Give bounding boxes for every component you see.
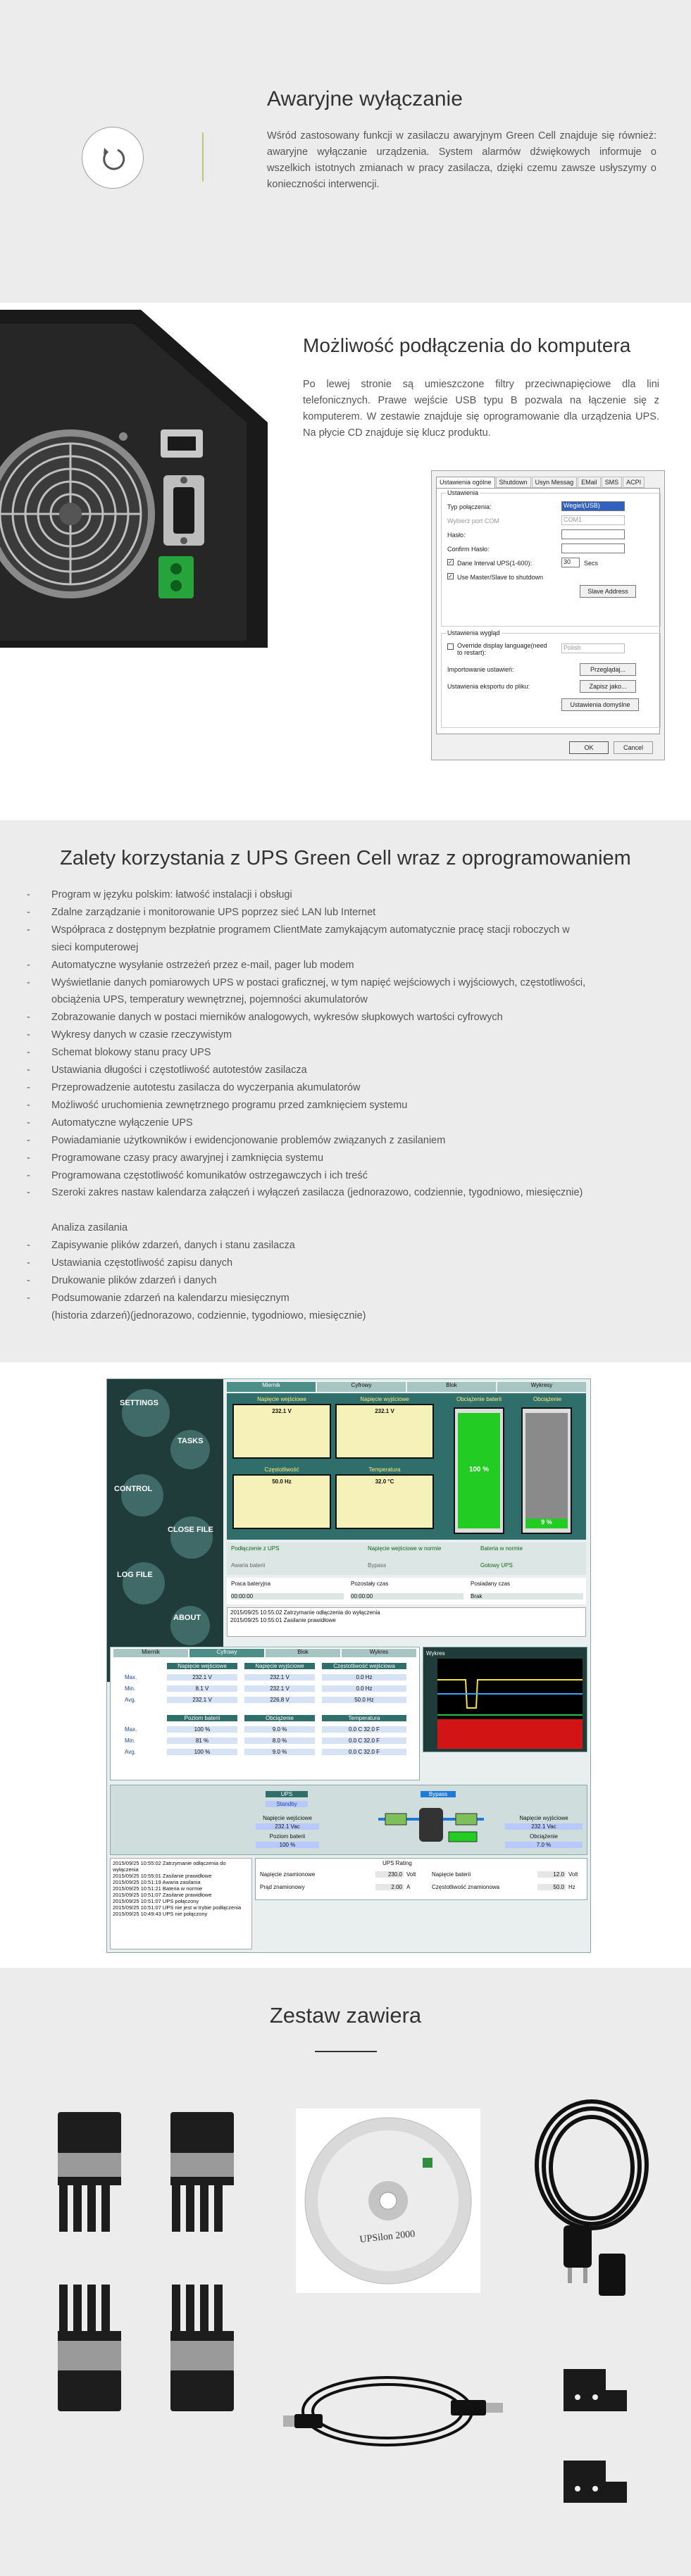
ups-software-window [106,1378,591,1953]
battery-voltage-unit: Volt [568,1871,578,1878]
group-appearance-title: Ustawienia wygląd [447,629,500,636]
cancel-button[interactable]: Cancel [614,741,653,754]
list-item-continuation: (historia zdarzeń)(jednorazowo, codziennie, tygodniowo, miesięcznie) [51,1309,366,1321]
import-label: Importowanie ustawień: [447,666,514,673]
ok-button[interactable]: OK [569,741,609,754]
section-computer-connection [0,303,691,820]
interval-checkbox[interactable]: ✓ [448,559,453,565]
tab-acpi[interactable]: ACPI [623,477,645,488]
digital-cell: 9.0 % [244,1749,315,1755]
list-item: - Możliwość uruchomienia zewnętrznego programu przed zamknięciem systemu [27,1097,661,1114]
dialog-panel [436,488,660,734]
gauge-face: 232.1 V [335,1404,434,1459]
gauge-face: 232.1 V [232,1404,331,1459]
kit-title-underline [315,2051,377,2052]
digital-row-label: Max. [125,1726,137,1733]
list-item: - Schemat blokowy stanu pracy UPS [27,1044,661,1062]
override-language-checkbox[interactable] [447,643,454,650]
battery-level-fill: 100 % [458,1413,500,1528]
gauge-input-voltage [232,1396,331,1464]
conn-type-select[interactable]: Wegiel(USB) [561,501,625,511]
battery-level-bar [454,1407,504,1534]
status-item: Podłączenie z UPS [231,1545,280,1552]
digital-cell: 232.1 V [167,1697,237,1703]
rack-brackets-image [44,2105,255,2260]
digital-cell: 81 % [167,1738,237,1744]
benefits-list [27,886,661,1325]
gauges-panel [227,1393,586,1540]
usb-cable-image [282,2362,507,2461]
menu-control[interactable]: CONTROL [114,1485,153,1493]
list-item: - Powiadamianie użytkowników i ewidencjonowanie problemów związanych z zasilaniem [27,1132,661,1150]
section-benefits [0,820,691,1362]
block-output-label: Napięcie wyjściowe [519,1815,568,1821]
info-label: Posiadany czas [471,1581,511,1587]
computer-text: Po lewej stronie są umieszczone filtry przeciwnapięciowe dla lini telefonicznych. Prawe wejście USB typu B pozwala na łączenie się z komputerem. W zestawie znajduje się oprogramowanie dla urządzenia UPS. Na płycie CD znajduje się klucz produktu. [303,379,659,439]
menu-log-file[interactable]: LOG FILE [117,1571,153,1579]
export-label: Ustawienia eksportu do pliku: [447,683,530,690]
digital-row-label: Avg. [125,1697,136,1703]
list-item: - Zobrazowanie danych w postaci mierników analogowych, wykresów słupkowych wartości cyfrowych [27,1009,661,1026]
rated-voltage-unit: Volt [406,1871,416,1878]
digital-header: Obciążenie [244,1715,315,1721]
rated-voltage-label: Napięcie znamionowe [260,1871,316,1878]
digital-cell: 0.0 Hz [322,1685,406,1692]
list-item: - Drukowanie plików zdarzeń i danych [27,1272,661,1290]
side-menu [107,1379,223,1682]
gauge-title: Napięcie wejściowe [257,1396,306,1402]
block-battery-label: Poziom baterii [269,1833,306,1840]
digital-cell: 9.0 % [244,1726,315,1733]
shutdown-text: Wśród zastosowany funkcji w zasilaczu awaryjnym Green Cell znajduje się również: awaryjne wyłączanie urządzenia. System alarmów dźwiękowych informuje o wszelkich istotnych zmianach w pracy zasilacza, dzięki czemu zawsze usłyszymy o konieczności interwencji. [267,130,656,190]
status-item: Napięcie wejściowe w normie [368,1545,442,1552]
tab-general[interactable]: Ustawienia ogólne [436,477,495,488]
digital-cell: 232.1 V [244,1685,315,1692]
digital-header: Częstotliwość wejściowa [322,1663,406,1669]
block-battery-value: 100 % [256,1842,319,1848]
tab-chart-2[interactable]: Wykres [342,1649,416,1657]
group-settings-title: Ustawienia [447,489,479,496]
block-output-value: 232.1 Vac [505,1823,583,1830]
list-item: - Podsumowanie zdarzeń na kalendarzu miesięcznym [27,1290,661,1307]
confirm-password-input[interactable] [561,544,625,553]
list-item: - Szeroki zakres nastaw kalendarza załączeń i wyłączeń zasilacza (jednorazowo, codziennie, tygodniowo, miesięcznie) [27,1184,661,1202]
gauge-face: 32.0 °C [335,1474,434,1529]
info-value: 00:00:00 [231,1593,344,1600]
list-item: - Wykresy danych w czasie rzeczywistym [27,1026,661,1044]
interval-input[interactable]: 30 [561,558,580,567]
section-kit-contents [0,1968,691,2576]
digital-cell: 232.1 V [167,1674,237,1680]
list-item-continuation: obciążenia UPS, temperatury wewnętrznej, pojemności akumulatorów [51,994,368,1006]
info-value: Brak [471,1593,583,1600]
conn-type-label: Typ połączenia: [447,503,492,510]
ups-label: UPS [266,1791,308,1797]
computer-title: Możliwość podłączenia do komputera [303,334,631,356]
block-load-label: Obciążenie [529,1833,559,1840]
rated-voltage-value: 230.0 [375,1871,404,1878]
master-slave-label: Use Master/Slave to shutdown [457,574,544,581]
tab-meter-2[interactable]: Miernik [113,1649,188,1657]
digital-cell: 0.0 Hz [322,1674,406,1680]
list-item: - Zapisywanie plików zdarzeń, danych i stanu zasilacza [27,1237,661,1255]
tab-messages[interactable]: Usyn Messag [532,477,578,488]
list-item: - Zdalne zarządzanie i monitorowanie UPS poprzez sieć LAN lub Internet [27,904,661,922]
gauge-title: Częstotliwość [264,1466,299,1473]
gauge-face: 50.0 Hz [232,1474,331,1529]
gauge-temperature [335,1466,434,1534]
log-line: 2015/09/25 10:51:21 Bateria w normie [113,1885,203,1892]
default-settings-button[interactable]: Ustawienia domyślne [561,698,639,711]
list-item: - Programowane czasy pracy awaryjnej i zamknięcia systemu [27,1150,661,1167]
tab-charts[interactable]: Wykresy [497,1382,586,1392]
gauge-title: Napięcie wyjściowe [360,1396,409,1402]
digital-row-label: Max. [125,1674,137,1680]
ups-rear-panel-image [0,303,276,648]
slave-address-button[interactable]: Slave Address [580,585,636,598]
digital-header: Napięcie wyjściowe [244,1663,315,1669]
event-log-2[interactable] [110,1858,252,1949]
log-line: 2015/09/25 10:51:07 UPS połączony [113,1898,199,1904]
rated-frequency-unit: Hz [568,1884,575,1890]
shutdown-title: Awaryjne wyłączanie [267,87,463,111]
log-line: 2015/09/25 10:51:19 Awaria zasilania [113,1879,201,1885]
digital-header: Napięcie wejściowe [167,1663,237,1669]
digital-row-label: Min. [125,1685,136,1692]
chart-label: Wykres [426,1650,445,1657]
log-line: 2015/09/25 10:55:01 Zasilanie prawidłowe [230,1617,336,1623]
info-value: 00:00:00 [351,1593,463,1600]
digital-row-label: Avg. [125,1749,136,1755]
tab-email[interactable]: EMail [578,477,601,488]
import-browse-button[interactable]: Przeglądaj... [580,663,636,676]
digital-cell: 0.0 C 32.0 F [322,1738,406,1744]
digital-panel [110,1647,420,1780]
list-item-continuation: sieci komputerowej [51,941,139,953]
log-line: 2015/09/25 10:51:07 UPS nie jest w trybie podłączenia [113,1904,242,1911]
menu-close-file[interactable]: CLOSE FILE [168,1526,213,1534]
list-spacer [27,1202,661,1219]
block-input-value: 232.1 Vac [256,1823,319,1830]
group-settings [441,489,661,627]
digital-cell: 100 % [167,1749,237,1755]
password-label: Hasło: [447,532,466,539]
section-emergency-shutdown [0,0,691,303]
info-panel [227,1578,586,1604]
event-log[interactable] [227,1607,586,1637]
block-diagram [378,1804,484,1849]
digital-row-label: Min. [125,1738,136,1744]
status-item: Gotowy UPS [480,1562,513,1569]
digital-header: Temperatura [322,1715,406,1721]
ups-rating-panel [255,1858,587,1900]
load-bar-track [525,1413,568,1528]
rated-current-value: 2.00 [375,1884,404,1890]
menu-tasks[interactable]: TASKS [178,1437,204,1445]
battery-voltage-label: Napięcie baterii [432,1871,471,1878]
status-item: Bypass [368,1562,387,1569]
rated-current-label: Prąd znamionowy [260,1884,305,1890]
tab-digital[interactable]: Cyfrowy [317,1382,406,1392]
interval-unit: Secs [584,560,599,567]
digital-cell: 100 % [167,1726,237,1733]
port-select[interactable]: COM1 [561,515,625,525]
log-line: 2015/09/25 10:49:43 UPS nie połączony [113,1911,208,1917]
mounting-brackets-image [556,2355,634,2531]
group-appearance [441,629,661,728]
digital-cell: 0.0 C 32.0 F [322,1726,406,1733]
master-slave-checkbox[interactable]: ✓ [448,573,453,579]
benefits-title: Zalety korzystania z UPS Green Cell wraz z oprogramowaniem [60,847,631,869]
log-line: 2015/09/25 10:55:01 Zasilanie prawidłowe [113,1873,212,1879]
list-item: - Programowana częstotliwość komunikatów ostrzegawczych i ich treść [27,1167,661,1185]
rated-current-unit: A [406,1884,411,1890]
list-item: - Przeprowadzenie autotestu zasilacza do wyczerpania akumulatorów [27,1079,661,1097]
list-item: - Automatyczne wysyłanie ostrzeżeń przez e-mail, pager lub modem [27,957,661,974]
status-item: Bateria w normie [480,1545,523,1552]
gauge-frequency [232,1466,331,1534]
log-line: 2015/09/25 10:51:07 Zasilanie prawidłowe [113,1892,212,1898]
digital-tabs [113,1649,416,1657]
language-select[interactable]: Polish [561,643,625,653]
digital-cell: 0.0 C 32.0 F [322,1749,406,1755]
load-title: Obciążenie [533,1396,562,1402]
kit-title: Zestaw zawiera [269,2003,422,2028]
interval-label: Dane Interval UPS(1-600): [457,560,533,567]
digital-cell: 232.1 V [244,1674,315,1680]
dialog-tabs [436,477,660,488]
list-item: - Ustawiania długości i częstotliwość autotestów zasilacza [27,1062,661,1079]
status-item: Awaria baterii [231,1562,266,1569]
tab-block[interactable]: Blok [407,1382,496,1392]
software-cd-image [296,2109,480,2293]
confirm-password-label: Confirm Hasło: [447,546,490,553]
port-label: Wybierz port COM [447,517,499,524]
list-item: - Współpraca z dostępnym bezpłatnie programem ClientMate zamykającym automatycznie pracę stacji roboczych w [27,922,661,939]
realtime-chart [437,1659,583,1749]
menu-about[interactable]: ABOUT [173,1614,201,1622]
rating-title: UPS Rating [382,1860,412,1866]
analysis-title: Analiza zasilania [51,1222,128,1234]
log-line: 2015/09/25 10:55:02 Zatrzymanie odłączenia do wyłączenia [230,1609,380,1616]
list-item: - Automatyczne wyłączenie UPS [27,1114,661,1132]
block-input-label: Napięcie wejściowe [263,1815,312,1821]
tab-meter[interactable]: Miernik [227,1382,316,1392]
top-tabs [227,1382,586,1392]
tab-shutdown[interactable]: Shutdown [496,477,531,488]
battery-level-title: Obciążenie baterii [456,1396,502,1402]
ups-mode: Standby [266,1801,308,1807]
accent-divider [202,132,204,182]
info-label: Pozostały czas [351,1581,389,1587]
export-save-button[interactable]: Zapisz jako... [580,680,636,693]
chart-panel [423,1647,587,1752]
bypass-label: Bypass [421,1791,456,1797]
gauge-title: Temperatura [368,1466,401,1473]
override-language-label: Override display language(need to restart): [457,642,547,656]
status-panel [227,1543,586,1575]
section-software-screenshot [0,1362,691,1968]
power-cord-image [521,2087,662,2306]
rated-frequency-label: Częstotliwość znamionowa [432,1884,500,1890]
rack-brackets-image-2 [44,2277,255,2432]
tab-sms[interactable]: SMS [602,477,623,488]
battery-voltage-value: 12.0 [537,1871,566,1878]
block-load-value: 7.0 % [505,1842,583,1848]
log-line: 2015/09/25 10:55:02 Zatrzymanie odłączenia do wyłączenia [113,1860,226,1873]
list-item: - Program w języku polskim: łatwość instalacji i obsługi [27,886,661,904]
password-input[interactable] [561,529,625,539]
gauge-output-voltage [335,1396,434,1464]
block-status-panel [110,1785,587,1855]
rated-frequency-value: 50.0 [537,1884,566,1890]
settings-dialog [431,470,665,760]
digital-header: Poziom baterii [167,1715,237,1721]
tab-digital-2[interactable]: Cyfrowy [189,1649,264,1657]
tab-block-2[interactable]: Blok [266,1649,340,1657]
menu-settings[interactable]: SETTINGS [120,1399,159,1407]
info-label: Praca bateryjna [231,1581,271,1587]
list-item: - Ustawiania częstotliwość zapisu danych [27,1255,661,1272]
digital-cell: 8.1 V [167,1685,237,1692]
digital-cell: 50.0 Hz [322,1697,406,1703]
digital-cell: 8.0 % [244,1738,315,1744]
cd-label: UPSilon 2000 [359,2228,416,2246]
digital-cell: 226.8 V [244,1697,315,1703]
power-cycle-icon [82,127,144,189]
load-bar-fill: 9 % [525,1519,568,1528]
load-bar [521,1407,572,1534]
list-item: - Wyświetlanie danych pomiarowych UPS w postaci graficznej, w tym napięć wejściowych i wyjściowych, częstotliwości, [27,974,661,992]
